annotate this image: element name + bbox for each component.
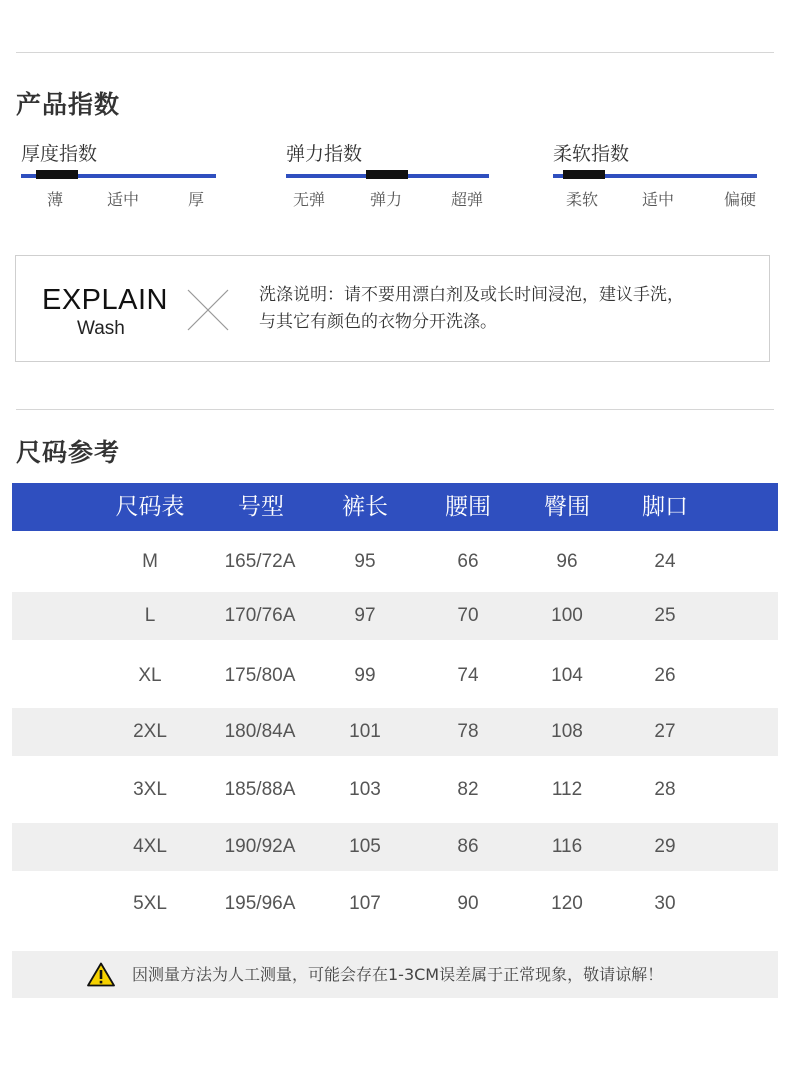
table-cell: 165/72A: [224, 551, 296, 572]
table-cell: 70: [457, 605, 479, 626]
wash-instructions-line: 与其它有颜色的衣物分开洗涤。: [259, 312, 497, 332]
table-cell: 30: [654, 893, 676, 914]
table-cell: L: [144, 605, 156, 626]
measurement-notice: [12, 951, 778, 998]
size-ref-title: 尺码参考: [16, 438, 121, 467]
cross-icon: [186, 288, 230, 332]
table-row: [12, 823, 778, 871]
table-cell: 4XL: [133, 836, 167, 857]
header-cell: 腰围: [445, 494, 491, 520]
warning-icon: [87, 962, 115, 987]
table-cell: 86: [457, 836, 479, 857]
meter-labels: [21, 187, 221, 211]
meter-labels: [286, 187, 486, 211]
table-cell: 104: [551, 665, 583, 686]
meter-track: [286, 174, 489, 178]
meter-label: 无弹: [293, 190, 326, 209]
explain-title: EXPLAIN: [42, 284, 168, 316]
table-cell: XL: [138, 665, 162, 686]
table-cell: 190/92A: [224, 836, 296, 857]
table-cell: 3XL: [133, 779, 167, 800]
meter-label: 弹力: [370, 190, 403, 209]
table-row: [12, 538, 778, 586]
table-cell: 100: [551, 605, 583, 626]
meter-knob: [366, 170, 408, 179]
table-cell: 5XL: [133, 893, 167, 914]
table-cell: 105: [349, 836, 381, 857]
table-cell: 28: [654, 779, 676, 800]
table-cell: 97: [354, 605, 376, 626]
table-cell: 195/96A: [224, 893, 296, 914]
meter-label: 厚: [188, 190, 205, 209]
meter-label: 适中: [107, 190, 140, 209]
wash-instructions: [259, 282, 759, 336]
header-cell: 裤长: [342, 494, 388, 520]
table-row: [12, 766, 778, 814]
thickness-meter: [21, 140, 221, 211]
table-row: [12, 652, 778, 700]
table-header: [12, 483, 778, 531]
header-cell: 号型: [238, 494, 284, 520]
table-cell: 99: [354, 665, 376, 686]
table-cell: 2XL: [133, 721, 167, 742]
table-cell: 185/88A: [224, 779, 296, 800]
table-row: [12, 592, 778, 640]
table-cell: 112: [551, 779, 583, 800]
header-cell: 尺码表: [115, 494, 185, 520]
product-index-title: 产品指数: [16, 90, 121, 119]
table-cell: 107: [349, 893, 381, 914]
table-cell: 108: [551, 721, 583, 742]
meter-knob: [563, 170, 605, 179]
table-cell: 96: [556, 551, 578, 572]
meter-label: 超弹: [451, 190, 484, 209]
meter-title: 柔软指数: [553, 143, 630, 165]
meter-knob: [36, 170, 78, 179]
table-cell: 120: [551, 893, 583, 914]
table-cell: 175/80A: [224, 665, 296, 686]
header-cell: 脚口: [642, 494, 688, 520]
table-cell: 78: [457, 721, 479, 742]
meter-labels: [553, 187, 768, 211]
table-cell: 66: [457, 551, 479, 572]
size-table: [12, 483, 778, 914]
table-row: [12, 708, 778, 756]
softness-meter: [553, 140, 757, 211]
table-cell: 116: [551, 836, 583, 857]
table-cell: 29: [654, 836, 676, 857]
table-cell: 95: [354, 551, 376, 572]
table-cell: 180/84A: [224, 721, 296, 742]
notice-text: 因测量方法为人工测量，可能会存在1-3CM误差属于正常现象，敬请谅解！: [132, 965, 664, 984]
meter-title: 厚度指数: [21, 143, 98, 165]
meter-track: [21, 174, 216, 178]
meter-label: 柔软: [566, 190, 599, 209]
table-cell: 25: [654, 605, 676, 626]
meter-label: 偏硬: [724, 190, 757, 209]
elasticity-meter: [286, 140, 486, 211]
table-cell: 170/76A: [224, 605, 296, 626]
table-cell: 24: [654, 551, 676, 572]
meter-label: 适中: [642, 190, 675, 209]
table-cell: 90: [457, 893, 479, 914]
table-cell: 27: [654, 721, 676, 742]
table-row: [12, 880, 778, 928]
meter-title: 弹力指数: [286, 143, 363, 165]
table-cell: 26: [654, 665, 676, 686]
table-cell: 74: [457, 665, 479, 686]
meter-track: [553, 174, 757, 178]
table-cell: 82: [457, 779, 479, 800]
top-divider: [16, 52, 774, 53]
explain-subtitle: Wash: [77, 318, 125, 339]
header-cell: 臀围: [544, 494, 590, 520]
table-cell: M: [142, 551, 158, 572]
table-cell: 103: [349, 779, 381, 800]
middle-divider: [16, 409, 774, 410]
wash-instructions-line: 洗涤说明：请不要用漂白剂及或长时间浸泡，建议手洗，: [259, 285, 684, 305]
wash-explain-box: [15, 255, 770, 362]
table-cell: 101: [349, 721, 381, 742]
meter-label: 薄: [47, 190, 64, 209]
